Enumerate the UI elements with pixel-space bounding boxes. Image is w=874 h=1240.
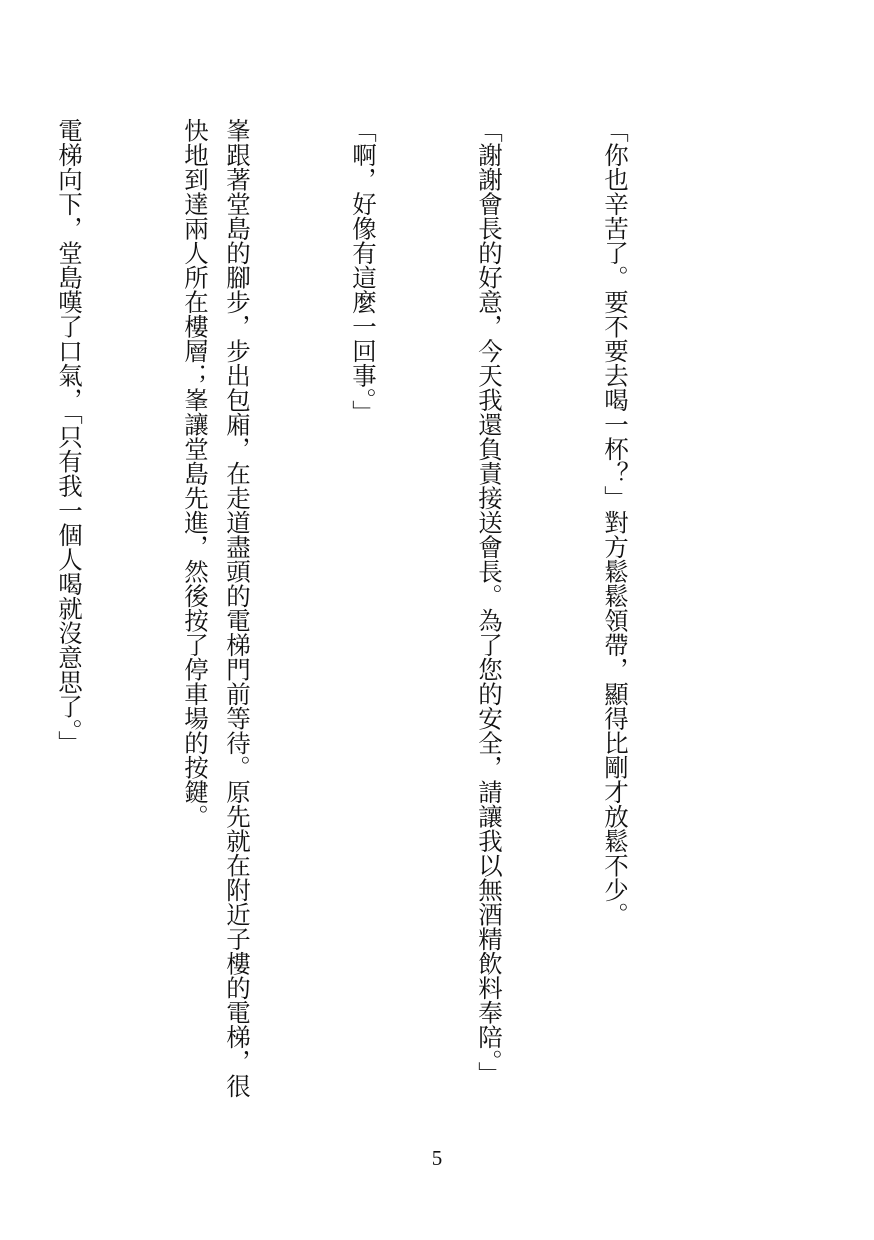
paragraph-2: 「謝謝會長的好意，今天我還負責接送會長。為了您的安全，請讓我以無酒精飲料奉陪。」 (475, 118, 504, 1086)
paragraph-4: 峯跟著堂島的腳步，步出包廂，在走道盡頭的電梯門前等待。原先就在附近子樓的電梯，很快地到達兩人所在樓層；峯讓堂島先進，然後按了停車場的按鍵。 (181, 118, 252, 1098)
paragraph-3: 「啊，好像有這麼一回事。」 (349, 118, 378, 425)
page-number: 5 (431, 1146, 443, 1170)
paragraph-1: 「你也辛苦了。要不要去喝一杯？」對方鬆鬆領帶，顯得比剛才放鬆不少。 (601, 118, 630, 927)
vertical-text-body (0, 118, 720, 1108)
paragraph-5: 電梯向下，堂島嘆了口氣，「只有我一個人喝就沒意思了。」 (55, 118, 84, 755)
